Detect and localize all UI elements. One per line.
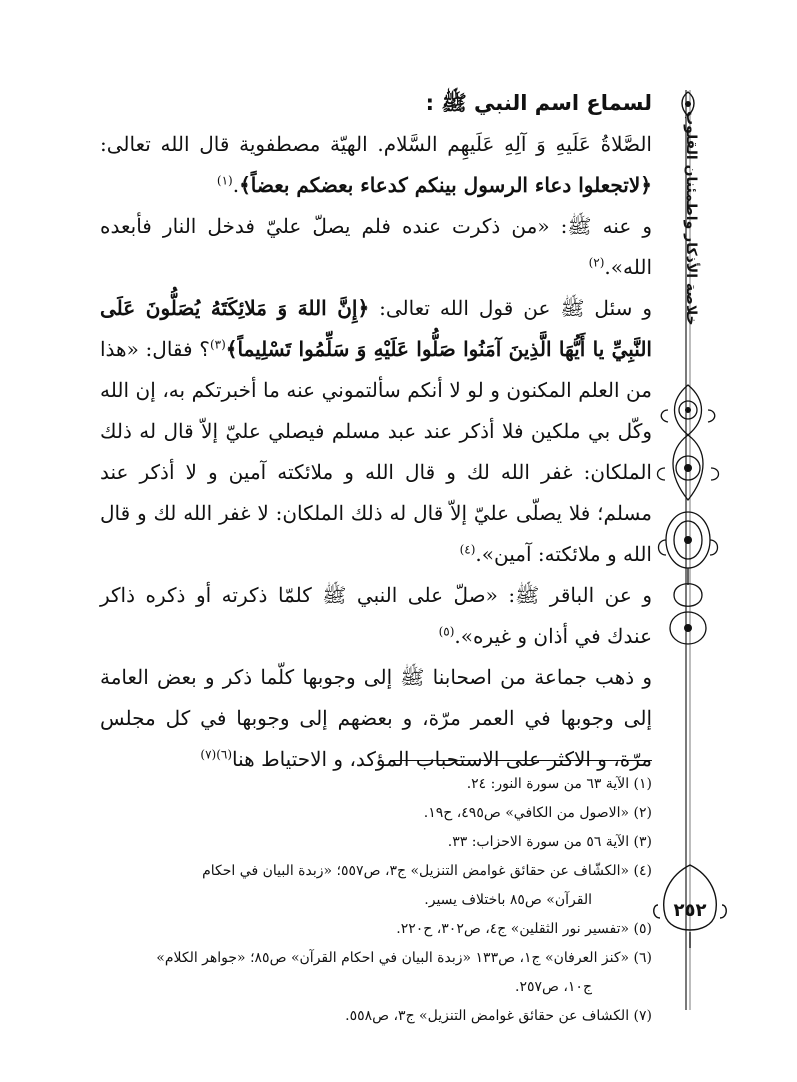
quran-quote: ﴿لاتجعلوا دعاء الرسول بينكم كدعاء بعضكم بعضاً﴾	[239, 173, 652, 197]
margin-book-title: خلاصة الأذكار واطمئنان القلوب	[683, 110, 699, 326]
footnote: (٧) الكشاف عن حقائق غوامض التنزيل» ج٣، ص٥٥٨.	[345, 1008, 652, 1024]
medallion-ornament-icon	[650, 500, 720, 650]
footnote-ref[interactable]: (٤)	[459, 542, 476, 557]
footnote-ref[interactable]: (٧)	[200, 747, 217, 762]
footnote: (٤) «الكشّاف عن حقائق غوامض التنزيل» ج٣، ص٥٥٧؛ «زبدة البيان في احكام	[202, 863, 652, 879]
footnote: (٦) «كنز العرفان» ج١، ص١٣٣ «زبدة البيان في احكام القرآن» ص٨٥؛ «جواهر الكلام»	[156, 950, 652, 966]
footnote-ref[interactable]: (١)	[216, 173, 233, 188]
section-heading: لسماع اسم النبي ﷺ :	[425, 91, 652, 115]
footnote-ref[interactable]: (٢)	[588, 255, 605, 270]
page-number: ٢٥٢	[673, 900, 707, 921]
footnote-ref[interactable]: (٣)	[209, 337, 226, 352]
footnote-continuation: القرآن» ص٨٥ باختلاف يسير.	[424, 892, 592, 908]
footnote: (٣) الآية ٥٦ من سورة الاحزاب: ٣٣.	[447, 834, 652, 850]
paragraph-4: و عن الباقر ﷺ: «صلّ على النبي ﷺ كلمّا ذكرته أو ذكره ذاكر عندك في أذان و غيره».$^{(٥)}$	[100, 583, 652, 648]
paragraph-1: الصَّلاةُ عَلَيهِ وَ آلِهِ عَلَيهِم السَّلام. الهيّة مصطفوية قال الله تعالى: ﴿لاتجعلوا دعاء الرسول بينكم كدعاء بعضكم بعضاً﴾.$^{(١)}$	[100, 132, 652, 197]
footnotes	[100, 770, 652, 1031]
paragraph-5: و ذهب جماعة من اصحابنا ﷺ إلى وجوبها كلّما ذكر و بعض العامة إلى وجوبها في العمر مرّة، و بعضهم إلى وجوبها في كل مجلس مرّة، و الاكثر على الاستحباب المؤكد، و الاحتياط هنا$^{(٦)(٧)}$	[100, 665, 652, 771]
top-ornament-icon	[650, 90, 720, 120]
main-text	[100, 88, 652, 780]
footnote: (٢) «الاصول من الكافي» ص٤٩٥، ح١٩.	[423, 805, 652, 821]
footnote-ref[interactable]: (٦)	[216, 747, 233, 762]
footnote-divider	[390, 760, 652, 761]
paragraph-2: و عنه ﷺ: «من ذكرت عنده فلم يصلّ عليّ فدخل النار فأبعده الله».$^{(٢)}$	[100, 214, 652, 279]
footnote-continuation: ج١٠، ص٢٥٧.	[514, 979, 592, 995]
floral-ornament-icon	[650, 380, 720, 510]
paragraph-3: و سئل ﷺ عن قول الله تعالى: ﴿إِنَّ اللهَ وَ مَلائِكَتَهُ يُصَلُّونَ عَلَى النَّبِيِّ يا أَيُّهَا الَّذِينَ آمَنُوا صَلُّوا عَلَيْهِ وَ سَلِّمُوا تَسْلِيماً﴾$^{(٣)}$؟ فقال: «هذا من العلم المكنون و لو لا أنكم سألتموني عنه ما أخبرتكم به، إن الله وكّل بي ملكين فلا أذكر عند عبد مسلم فيصلي عليّ إلاّ قال له ذلك الملكان: غفر الله لك و قال الله و ملائكته آمين و لا أذكر عند مسلم؛ فلا يصلّى عليّ إلاّ قال له ذلك الملكان: لا غفر الله لك و قال الله و ملائكته: آمين».$^{(٤)}$	[100, 296, 652, 566]
footnote: (٥) «تفسير نور الثقلين» ج٤، ص٣٠٢، ح٢٢٠.	[396, 921, 652, 937]
footnote-ref[interactable]: (٥)	[438, 624, 455, 639]
quran-quote: ﴿إِنَّ اللهَ وَ مَلائِكَتَهُ يُصَلُّونَ عَلَى النَّبِيِّ يا أَيُّهَا الَّذِينَ آمَنُوا صَلُّوا عَلَيْهِ وَ سَلِّمُوا تَسْلِيماً﴾	[100, 296, 652, 361]
footnote: (١) الآية ٦٣ من سورة النور: ٢٤.	[466, 776, 652, 792]
